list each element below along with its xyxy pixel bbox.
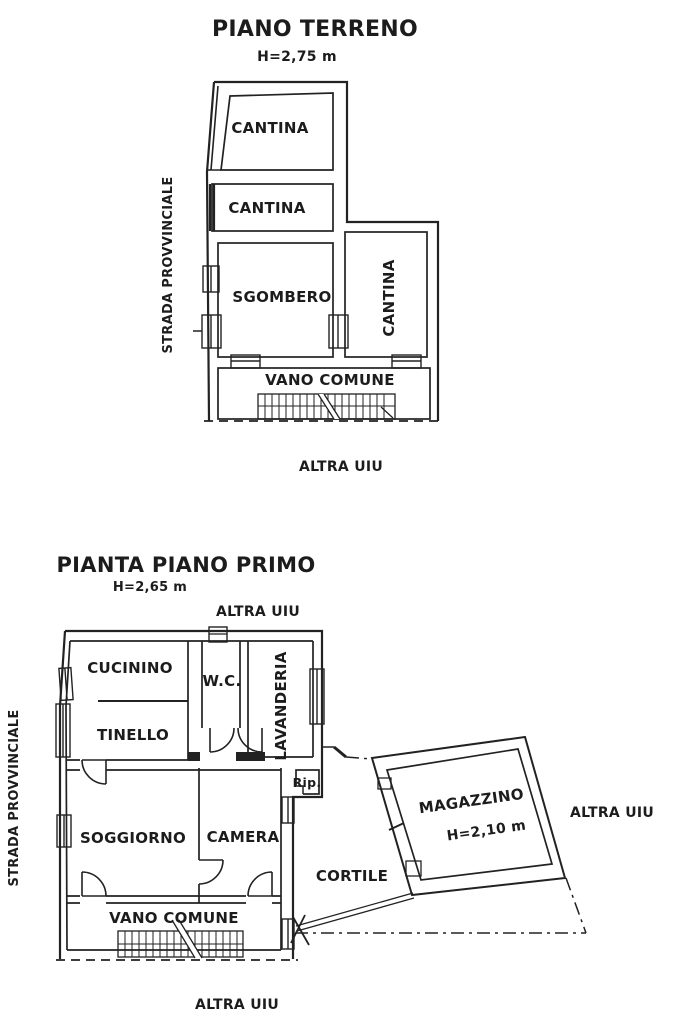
room-label-magazzino: MAGAZZINO xyxy=(417,784,525,818)
street-label-ground: STRADA PROVVINCIALE xyxy=(161,176,176,354)
room-label-vano-comune-first: VANO COMUNE xyxy=(109,909,239,927)
room-label-cantina-right: CANTINA xyxy=(380,259,398,337)
door-arc-lavanderia xyxy=(238,728,262,752)
door-arc-tinello xyxy=(82,760,106,784)
fence-line xyxy=(296,893,414,931)
door-arc-soggiorno-camera xyxy=(199,860,223,884)
staircase-ground xyxy=(258,394,395,419)
room-label-tinello: TINELLO xyxy=(96,726,170,744)
door-arc-camera-vano xyxy=(248,872,272,896)
wall-stub xyxy=(188,752,200,761)
room-label-cantina-top: CANTINA xyxy=(231,119,309,137)
room-label-cortile: CORTILE xyxy=(315,867,389,885)
magazzino-inner-wall xyxy=(387,749,552,880)
ground-floor-plan xyxy=(161,17,442,475)
room-label-cucinino: CUCININO xyxy=(87,659,173,677)
room-label-ripostiglio: Rip. xyxy=(292,775,322,790)
ground-floor-height-label: H=2,75 m xyxy=(257,49,337,65)
room-label-camera: CAMERA xyxy=(206,828,280,846)
room-label-sgombero: SGOMBERO xyxy=(232,288,332,306)
room-label-lavanderia: LAVANDERIA xyxy=(272,651,290,761)
first-floor-height-label: H=2,65 m xyxy=(112,580,188,595)
room-label-magazzino-height: H=2,10 m xyxy=(445,817,528,845)
property-line-jog xyxy=(334,747,346,757)
room-label-wc: W.C. xyxy=(202,672,242,690)
room-label-vano-comune-ground: VANO COMUNE xyxy=(265,371,395,389)
first-floor-title: PIANTA PIANO PRIMO xyxy=(56,553,316,577)
ground-floor-title: PIANO TERRENO xyxy=(211,17,419,42)
door-arc-wc xyxy=(210,728,234,752)
property-line-dashdot xyxy=(292,747,586,933)
wall-stub xyxy=(236,752,265,761)
door-arc-soggiorno xyxy=(82,872,106,896)
adjacent-unit-label-below-ground: ALTRA UIU xyxy=(298,459,384,475)
room-label-soggiorno: SOGGIORNO xyxy=(79,829,187,847)
adjacent-unit-label-top-first: ALTRA UIU xyxy=(215,604,301,620)
adjacent-unit-label-right-first: ALTRA UIU xyxy=(569,805,655,821)
first-floor-plan xyxy=(7,553,654,1013)
adjacent-unit-label-below-first: ALTRA UIU xyxy=(194,997,280,1013)
street-label-first: STRADA PROVVINCIALE xyxy=(7,709,22,887)
room-label-cantina-mid: CANTINA xyxy=(228,199,306,217)
